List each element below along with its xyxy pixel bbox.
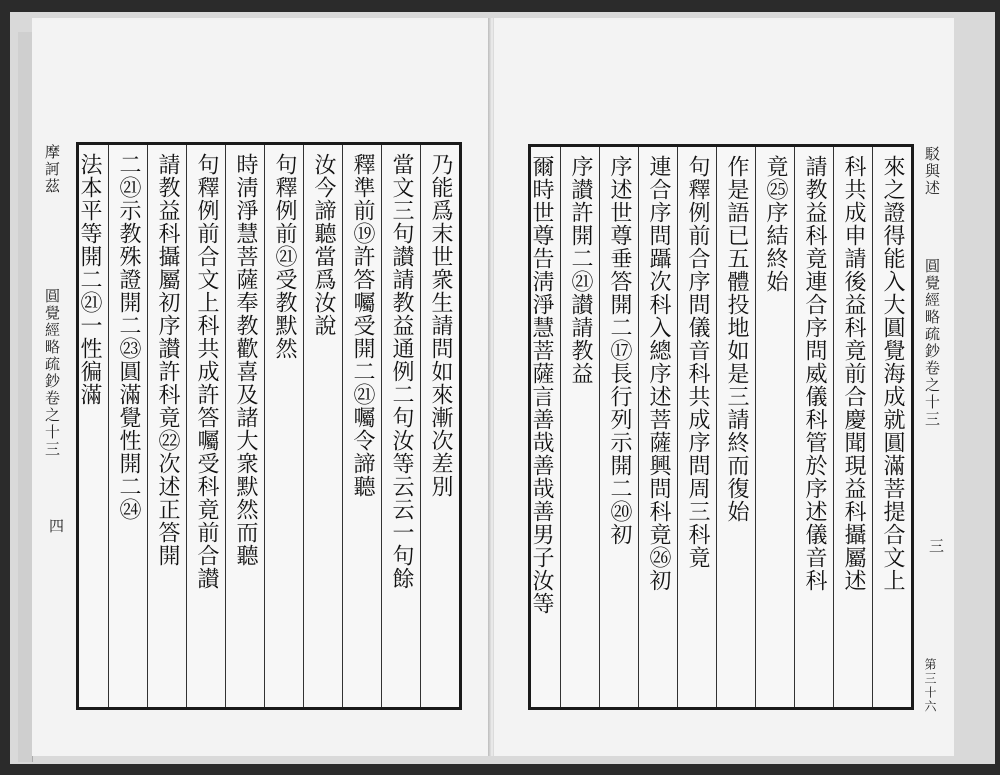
text-column: 釋準前⑲許答囑受開二㉑囑令諦聽	[342, 145, 381, 707]
left-margin-volume: 圓覺經略疏鈔卷之十三	[43, 288, 61, 458]
left-page	[32, 18, 491, 756]
text-column: 竟㉕序結終始	[755, 147, 794, 707]
right-page	[494, 18, 954, 756]
right-margin-folio: 三	[927, 538, 945, 555]
text-column: 爾時世尊告淸淨慧菩薩言善哉善哉善男子汝等	[529, 155, 554, 615]
text-column: 序讃許開二㉑讃請教益	[560, 147, 599, 707]
text-column: 科共成申請後益科竟前合慶聞現益科攝屬述	[833, 147, 872, 707]
left-margin-title: 摩訶茲	[43, 144, 61, 195]
text-column: 連合序問躡次科入總序述菩薩興問科竟㉖初	[638, 147, 677, 707]
text-column: 法本平等開二㉑一性徧滿	[77, 153, 102, 406]
right-margin-volume: 圓覺經略疏鈔卷之十三	[923, 258, 941, 428]
text-column: 汝今諦聽當爲汝說	[303, 145, 342, 707]
text-column: 請教益科竟連合序問威儀科管於序述儀音科	[794, 147, 833, 707]
right-margin-stamp: 第三十六	[923, 658, 937, 714]
text-column: 序述世尊垂答開二⑰長行列示開二⑳初	[599, 147, 638, 707]
book-spine	[18, 32, 33, 762]
text-column: 請教益科攝屬初序讃許科竟㉒次述正答開	[147, 145, 186, 707]
text-column: 時淸淨慧菩薩奉教歡喜及諸大衆默然而聽	[225, 145, 264, 707]
text-column: 來之證得能入大圓覺海成就圓滿菩提合文上	[872, 147, 911, 707]
text-column: 二㉑示教殊證開二㉓圓滿覺性開二㉔	[108, 145, 147, 707]
text-column: 乃能爲末世衆生請問如來漸次差別	[420, 145, 459, 707]
right-margin-title: 駁與述	[923, 146, 941, 197]
text-column: 句釋例前合序問儀音科共成序問周三科竟	[677, 147, 716, 707]
book-spread	[10, 12, 995, 764]
text-column: 句釋例前㉑受教默然	[264, 145, 303, 707]
left-text-frame	[76, 142, 462, 710]
text-column: 當文三句讃請教益通例二句汝等云云一句餘	[381, 145, 420, 707]
right-text-frame	[528, 144, 914, 710]
text-column: 作是語已五體投地如是三請終而復始	[716, 147, 755, 707]
left-margin-folio: 四	[47, 518, 65, 535]
text-column: 句釋例前合文上科共成許答囑受科竟前合讃	[186, 145, 225, 707]
